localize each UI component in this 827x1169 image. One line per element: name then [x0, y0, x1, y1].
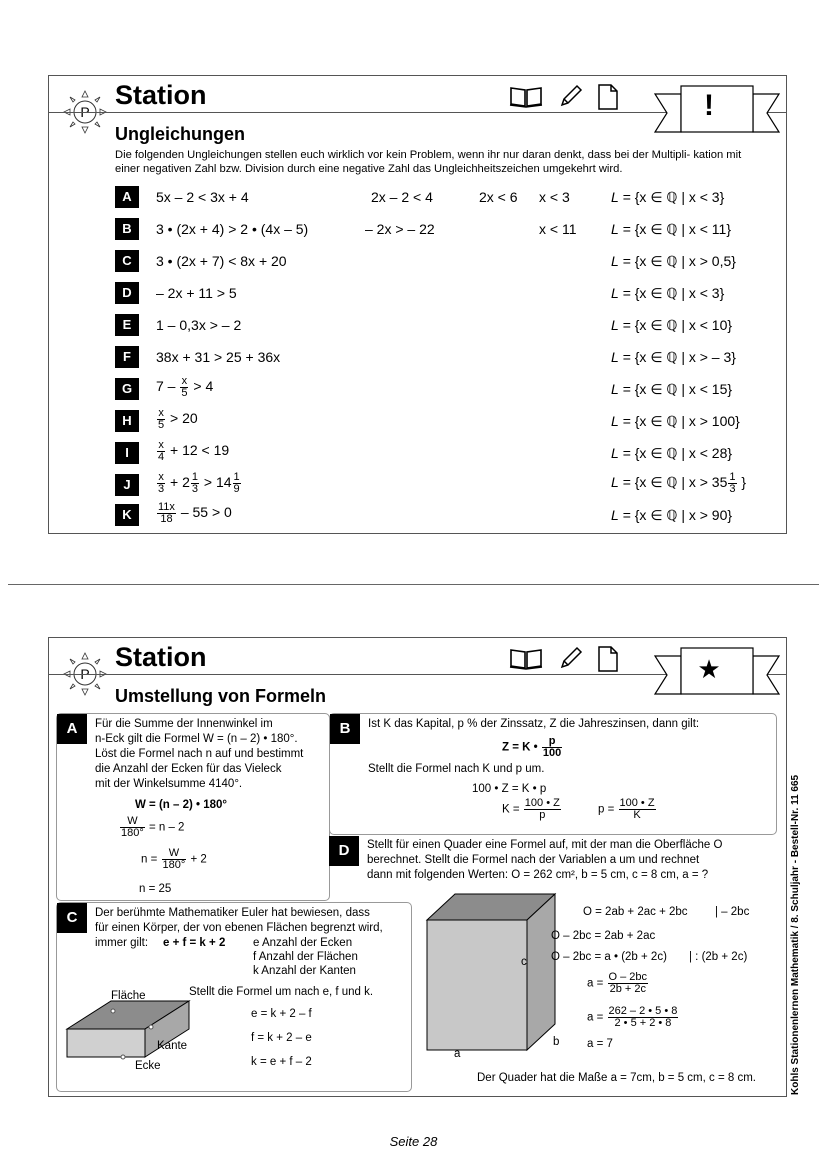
task-label: K: [115, 504, 139, 526]
solution-set: = {x ∈ ℚ | x > 100}: [622, 413, 740, 429]
task-text: Ist K das Kapital, p % der Zinssatz, Z die Jahreszinsen, dann gilt:: [368, 718, 700, 730]
book-icon: [509, 84, 543, 108]
exclamation-icon: !: [704, 89, 714, 122]
task-box-a: [56, 713, 330, 901]
document-icon: [597, 84, 619, 110]
task-row: [115, 314, 755, 336]
result: n = 25: [139, 883, 172, 895]
formula: e + f = k + 2: [163, 937, 226, 949]
solution-set: = {x ∈ ℚ | x > – 3}: [622, 349, 736, 365]
step-4: a = $\frac{O - 2bc}{2b + 2c}$: [587, 971, 648, 995]
task-label: B: [330, 714, 360, 744]
task-label: E: [115, 314, 139, 336]
task-label: H: [115, 410, 139, 432]
task-label: A: [115, 186, 139, 208]
solution-set-symbol: L: [611, 317, 619, 333]
result: Der Quader hat die Maße a = 7cm, b = 5 cm, c = 8 cm.: [477, 1072, 756, 1084]
step-3: x < 11: [539, 221, 577, 237]
solution-set-symbol: L: [611, 507, 619, 523]
solution-set: = {x ∈ ℚ | x > 0,5}: [622, 253, 736, 269]
legend-item: f Anzahl der Flächen: [253, 951, 358, 963]
solution-set-symbol: L: [611, 349, 619, 365]
station-subtitle: Umstellung von Formeln: [115, 686, 327, 706]
task-label: I: [115, 442, 139, 464]
solution-k: K = $\frac{100 • Z}{p}$: [502, 797, 560, 821]
task-box-c: [56, 902, 412, 1092]
step-1: 2x – 2 < 4: [371, 189, 433, 205]
station-card-formeln: [48, 637, 787, 1097]
task-label: B: [115, 218, 139, 240]
task-label: F: [115, 346, 139, 368]
task-row: [115, 250, 755, 272]
solution-set-symbol: L: [611, 413, 619, 429]
solution-set: = {x ∈ ℚ | x < 3}: [622, 189, 725, 205]
label-ecke: Ecke: [135, 1060, 161, 1072]
task-row: J $\frac{x}{3}$ + 2 $\frac{1}{3}$ > 14 $\frac{1}{9}$ L = {x ∈ ℚ | x > 35 $\frac{1}{3}$ }: [115, 474, 755, 496]
inequality: 3 • (2x + 4) > 2 • (4x – 5): [156, 221, 309, 237]
legend-item: k Anzahl der Kanten: [253, 965, 356, 977]
solution-p: p = $\frac{100 • Z}{K}$: [598, 797, 655, 821]
prism-figure: [63, 995, 193, 1071]
solution-set: = {x ∈ ℚ | x < 3}: [622, 285, 725, 301]
side-text: Kohls Stationenlernen Mathematik / 8. Schuljahr - Bestell-Nr. 11 665: [790, 774, 801, 1095]
page-number: Seite 28: [389, 1134, 438, 1149]
task-text: Stellt die Formel nach K und p um.: [368, 763, 545, 775]
solution-e: e = k + 2 – f: [251, 1008, 312, 1020]
task-box-b: [329, 713, 777, 835]
book-icon: [509, 646, 543, 670]
task-text: die Anzahl der Ecken für das Vieleck: [95, 763, 282, 775]
edge-label-b: b: [553, 1036, 560, 1048]
task-row: [115, 346, 755, 368]
step-3: x < 3: [539, 189, 570, 205]
edge-label-a: a: [454, 1048, 461, 1060]
task-text: mit der Winkelsumme 4140°.: [95, 778, 243, 790]
inequality: 38x + 31 > 25 + 36x: [156, 349, 281, 365]
solution-set: = {x ∈ ℚ | x < 15}: [622, 381, 733, 397]
solution-f: f = k + 2 – e: [251, 1032, 312, 1044]
task-row: [115, 501, 755, 526]
step-3-op: | : (2b + 2c): [689, 951, 748, 963]
station-card-ungleichungen: [48, 75, 787, 534]
task-row: [115, 439, 755, 464]
station-title: Station: [115, 642, 207, 672]
task-label: D: [115, 282, 139, 304]
inequality: $\frac{x}{3}$ + 2 $\frac{1}{3}$ > 14 $\frac{1}{9}$: [158, 471, 240, 495]
solution-set: = {x ∈ ℚ | x > 90}: [622, 507, 733, 523]
step-1-op: | – 2bc: [715, 906, 750, 918]
inequality: 5x – 2 < 3x + 4: [156, 189, 249, 205]
star-icon: ★: [697, 654, 721, 684]
solution-set: = {x ∈ ℚ | x < 28}: [622, 445, 733, 461]
task-text: Der berühmte Mathematiker Euler hat bewiesen, dass: [95, 907, 370, 919]
edge-label-c: c: [521, 956, 527, 968]
task-label: J: [115, 474, 139, 496]
inequality: 3 • (2x + 7) < 8x + 20: [156, 253, 287, 269]
task-row: [115, 375, 755, 400]
step-2: n = $\frac{W}{180^\circ}$ + 2: [141, 847, 207, 871]
task-label: A: [57, 714, 87, 744]
solution-set: = {x ∈ ℚ | x < 10}: [622, 317, 733, 333]
pencil-icon: [559, 646, 583, 670]
step-6: a = 7: [587, 1038, 613, 1050]
pencil-icon: [559, 84, 583, 108]
side-publisher-text: [790, 75, 806, 1095]
task-label: C: [115, 250, 139, 272]
document-icon: [597, 646, 619, 672]
step-2: 2x < 6: [479, 189, 518, 205]
task-text: Stellt für einen Quader eine Formel auf, mit der man die Oberfläche O: [367, 839, 723, 851]
inequality: 7 – $\frac{x}{5}$ > 4: [156, 375, 214, 399]
task-text: für einen Körper, der von ebenen Flächen begrenzt wird,: [95, 922, 383, 934]
inequality: $\frac{x}{5}$ > 20: [158, 407, 198, 431]
intro-text: Die folgenden Ungleichungen stellen euch wirklich vor kein Problem, wenn ihr nur daran denkt, dass bei der Multipli- kation mit einer negativen Zahl bzw. Division durch eine negative Zahl das Ungleichheitszeichen umgekehrt wird.: [115, 149, 742, 175]
svg-text:P: P: [80, 666, 90, 682]
task-row: [115, 407, 755, 432]
task-text: berechnet. Stellt die Formel nach der Variablen a um und rechnet: [367, 854, 700, 866]
task-label: D: [329, 836, 359, 866]
formula: Z = K • $\frac{p}{100}$: [502, 735, 562, 759]
inequality: 1 – 0,3x > – 2: [156, 317, 242, 333]
step-1: O = 2ab + 2ac + 2bc: [583, 906, 688, 918]
task-text: Für die Summe der Innenwinkel im: [95, 718, 273, 730]
formula: W = (n – 2) • 180°: [135, 799, 228, 811]
solution-set-symbol: L: [611, 189, 619, 205]
solution-k: k = e + f – 2: [251, 1056, 312, 1068]
task-label: C: [57, 903, 87, 933]
solution-set: = {x ∈ ℚ | x < 11}: [622, 221, 732, 237]
task-text: Stellt die Formel um nach e, f und k.: [189, 986, 374, 998]
task-row: [115, 282, 755, 304]
solution-set-symbol: L: [611, 221, 619, 237]
svg-text:P: P: [80, 104, 90, 120]
solution-set-symbol: L: [611, 381, 619, 397]
inequality: – 2x + 11 > 5: [156, 285, 237, 301]
inequality: $\frac{11x}{18}$ – 55 > 0: [158, 501, 232, 525]
step-3: O – 2bc = a • (2b + 2c): [551, 951, 667, 963]
page-separator: [8, 584, 819, 585]
task-text: Löst die Formel nach n auf und bestimmt: [95, 748, 304, 760]
solution-set-symbol: L: [611, 474, 619, 491]
task-row: [115, 218, 755, 240]
station-subtitle: Ungleichungen: [115, 124, 245, 144]
station-title: Station: [115, 80, 207, 110]
label-kante: Kante: [157, 1040, 188, 1052]
inequality: $\frac{x}{4}$ + 12 < 19: [158, 439, 230, 463]
task-label: G: [115, 378, 139, 400]
task-row: [115, 186, 755, 208]
step-5: a = $\frac{262 - 2 • 5 • 8}{2 • 5 + 2 • 8}$: [587, 1005, 678, 1029]
solution-set-symbol: L: [611, 445, 619, 461]
task-text: dann mit folgenden Werten: O = 262 cm², b = 5 cm, c = 8 cm, a = ?: [367, 869, 709, 881]
legend-item: e Anzahl der Ecken: [253, 937, 353, 949]
task-text: n-Eck gilt die Formel W = (n – 2) • 180°.: [95, 733, 298, 745]
solution-set: = {x ∈ ℚ | x > 35: [622, 474, 728, 491]
label-flaeche: Fläche: [111, 990, 146, 1002]
step-1: $\frac{W}{180^\circ}$ = n – 2: [121, 815, 185, 839]
step-1: 100 • Z = K • p: [472, 783, 547, 795]
task-text: immer gilt:: [95, 937, 149, 949]
solution-set-symbol: L: [611, 285, 619, 301]
step-1: – 2x > – 22: [365, 221, 435, 237]
step-2: O – 2bc = 2ab + 2ac: [551, 930, 656, 942]
solution-set-symbol: L: [611, 253, 619, 269]
